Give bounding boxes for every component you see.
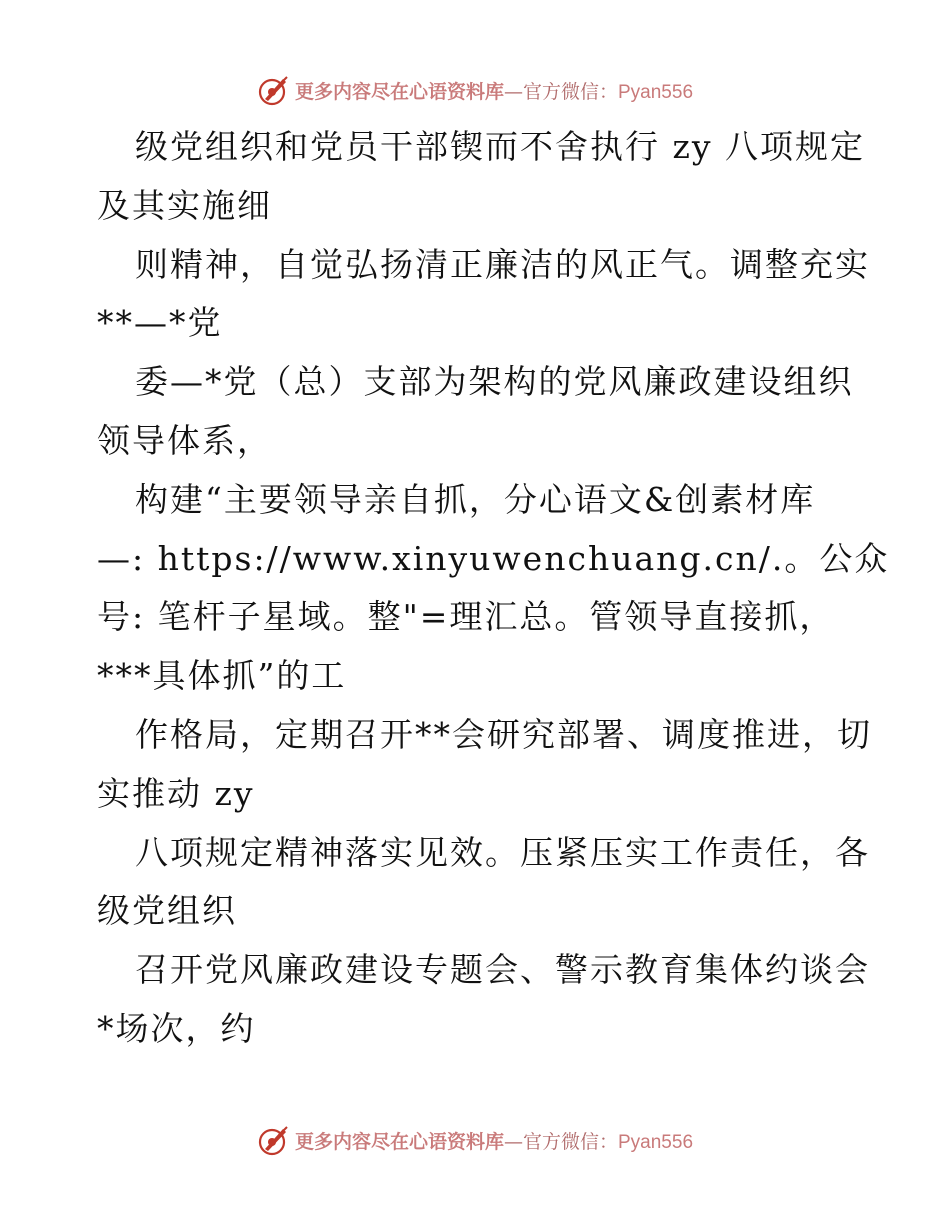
body-line: 构建“主要领导亲自抓，分心语文&创素材库 <box>135 479 816 519</box>
body-line: 作格局，定期召开**会研究部署、调度推进，切 <box>135 714 872 754</box>
footer-banner-dash: — <box>503 1130 523 1153</box>
document-body <box>97 118 890 1059</box>
quill-logo-icon <box>257 73 291 107</box>
body-line: *场次，约 <box>97 1008 256 1048</box>
body-line: **—*党 <box>97 303 223 343</box>
header-banner <box>0 70 950 110</box>
footer-banner-id: Pyan556 <box>618 1131 694 1153</box>
header-banner-id: Pyan556 <box>618 81 694 103</box>
body-line: 及其实施细 <box>97 185 272 225</box>
header-banner-wechat-label: 官方微信： <box>522 80 618 103</box>
body-line: 级党组织和党员干部锲而不舍执行 zy 八项规定 <box>135 127 866 166</box>
header-banner-prefix: 更多内容尽在心语资料库 <box>294 80 504 103</box>
footer-banner-wechat-label: 官方微信： <box>522 1130 618 1153</box>
header-banner-dash: — <box>503 80 523 103</box>
footer-banner-prefix: 更多内容尽在心语资料库 <box>294 1130 504 1153</box>
body-line: 委—*党（总）支部为架构的党风廉政建设组织 <box>135 362 854 402</box>
footer-banner <box>0 1120 950 1160</box>
body-line: 实推动 zy <box>97 773 255 813</box>
body-line: 八项规定精神落实见效。压紧压实工作责任，各 <box>135 832 870 872</box>
body-line: 号: 笔杆子星域。整"=理汇总。管领导直接抓， <box>97 597 835 637</box>
body-line: 级党组织 <box>97 891 237 931</box>
body-line: 召开党风廉政建设专题会、警示教育集体约谈会 <box>135 950 870 990</box>
body-line: ***具体抓”的工 <box>97 656 347 696</box>
body-line: 领导体系， <box>97 420 272 460</box>
body-line: 则精神，自觉弘扬清正廉洁的风正气。调整充实 <box>135 244 870 284</box>
body-line: —: https://www.xinyuwenchuang.cn/.。公众 <box>97 538 890 578</box>
header-banner-text <box>295 77 693 104</box>
quill-logo-icon <box>257 1123 291 1157</box>
footer-banner-text <box>295 1127 693 1154</box>
